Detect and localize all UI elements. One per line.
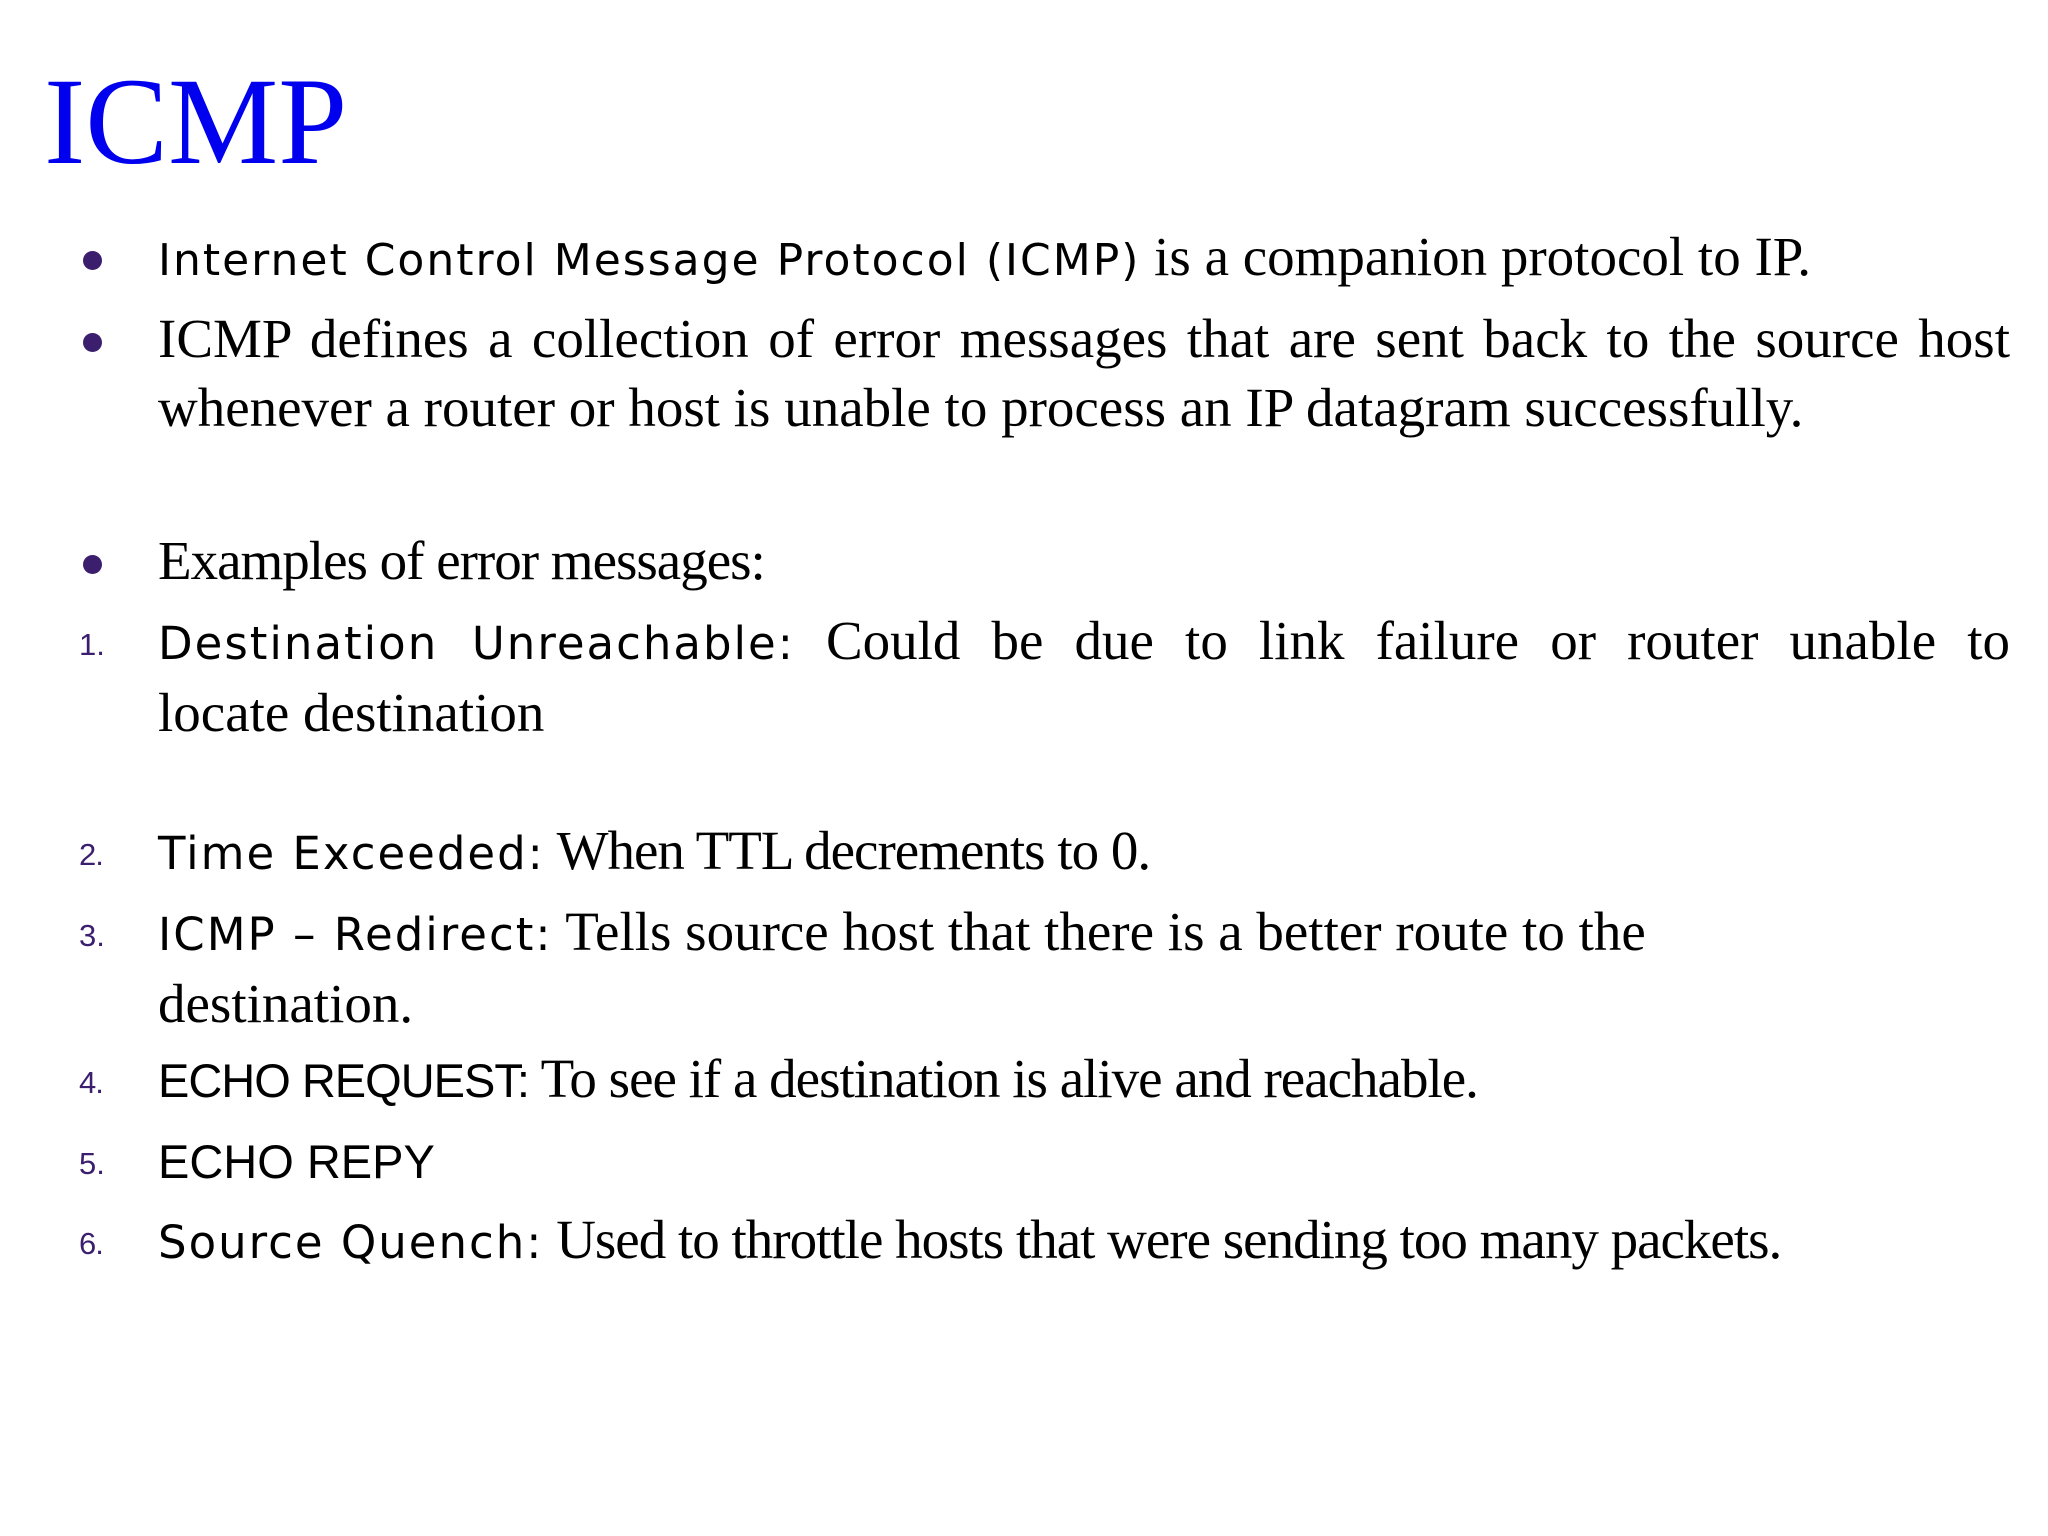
- bullet-term: Internet Control Message Protocol (ICMP): [158, 235, 1141, 286]
- list-item-4: [79, 1044, 2010, 1115]
- list-item-1: [79, 606, 2011, 747]
- list-item-line: [158, 606, 2010, 678]
- bullet-item-2: [158, 304, 2010, 442]
- list-item-6: [79, 1205, 1818, 1277]
- list-item-term: ICMP – Redirect:: [158, 908, 553, 961]
- slide-title: ICMP: [44, 53, 348, 190]
- list-item-text: To see if a destination is alive and reachable.: [540, 1048, 1478, 1109]
- list-number: 4.: [79, 1065, 103, 1100]
- bullet-item-3: [158, 526, 2010, 595]
- list-item-5: [79, 1125, 2010, 1196]
- list-number: 3.: [79, 918, 105, 953]
- list-item-term: ECHO REQUEST:: [158, 1054, 529, 1107]
- list-item-text: Used to throttle hosts that were sending too many packets.: [556, 1209, 1782, 1270]
- bullet-text: ICMP defines a collection of error messages that are sent back to the source host whenever a router or host is unable to process an IP datagram successfully.: [158, 308, 2010, 438]
- list-item-text-line2: locate destination: [158, 682, 545, 743]
- list-item-text: Could be due to link failure or router unable to: [825, 610, 2011, 671]
- list-number: 6.: [79, 1226, 103, 1261]
- list-item-term: Source Quench:: [158, 1216, 544, 1269]
- bullet-text: is a companion protocol to IP.: [1154, 226, 1811, 287]
- bullet-dot: [83, 333, 102, 352]
- bullet-dot: [83, 251, 102, 270]
- list-item-term: ECHO REPY: [158, 1135, 435, 1188]
- bullet-dot: [83, 555, 102, 574]
- list-item-text: Tells source host that there is a better route to the destination.: [158, 901, 1646, 1034]
- list-item-2: [79, 816, 2010, 888]
- list-number: 2.: [79, 837, 103, 872]
- list-item-3: [79, 897, 1808, 1038]
- list-item-text: When TTL decrements to 0.: [556, 820, 1151, 881]
- bullet-text: Examples of error messages:: [158, 530, 765, 591]
- list-number: 1.: [79, 627, 105, 662]
- list-number: 5.: [79, 1146, 105, 1181]
- list-item-term: Destination Unreachable:: [158, 617, 795, 670]
- list-item-term: Time Exceeded:: [158, 827, 545, 880]
- bullet-item-1: [158, 222, 2010, 295]
